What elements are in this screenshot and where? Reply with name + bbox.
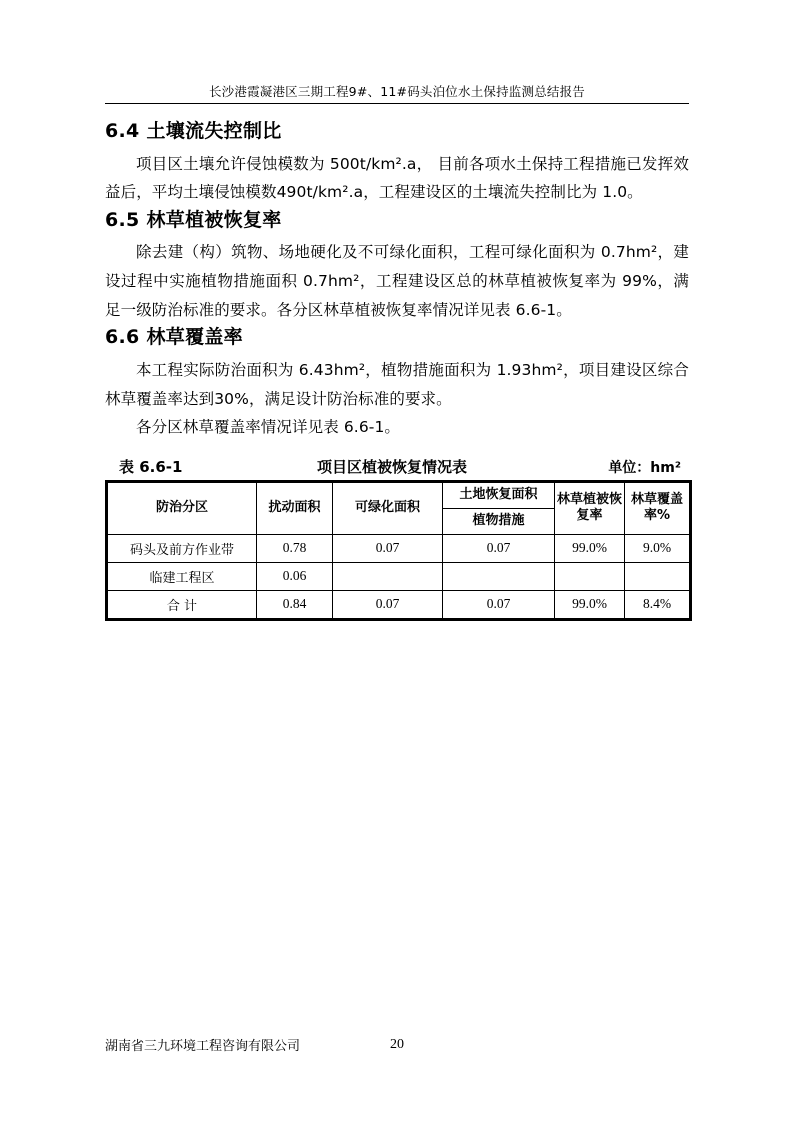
cell-coverage-rate (625, 562, 691, 590)
table-row (107, 534, 691, 562)
header-disturbed: 扰动面积 (257, 482, 333, 535)
cell-coverage-rate: 8.4% (625, 590, 691, 619)
page-footer (105, 1035, 689, 1054)
cell-disturbed: 0.78 (257, 534, 333, 562)
cell-plant-measure: 0.07 (443, 534, 555, 562)
cell-disturbed: 0.84 (257, 590, 333, 619)
footer-company: 湖南省三九环境工程咨询有限公司 (105, 1039, 301, 1054)
table-number: 表 6.6-1 (119, 458, 183, 477)
document-content (105, 118, 689, 621)
cell-coverage-rate: 9.0% (625, 534, 691, 562)
cell-greenable: 0.07 (333, 534, 443, 562)
header-zone: 防治分区 (107, 482, 257, 535)
cell-recovery-rate: 99.0% (555, 590, 625, 619)
section-heading-6-4: 6.4 土壤流失控制比 (105, 120, 282, 142)
header-greenable: 可绿化面积 (333, 482, 443, 535)
paragraph-6-5-1: 除去建（构）筑物、场地硬化及不可绿化面积，工程可绿化面积为 0.7hm²，建设过程中实施植物措施面积 0.7hm²，工程建设区总的林草植被恢复率为 99%，满足一级防治标准的要求。各分区林草植被恢复率情况详见表 6.6-1。 (105, 243, 689, 319)
table-unit: 单位：hm² (608, 460, 681, 477)
cell-plant-measure: 0.07 (443, 590, 555, 619)
section-heading-6-5: 6.5 林草植被恢复率 (105, 208, 282, 231)
header-recovery-rate: 林草植被恢复率 (555, 482, 625, 535)
cell-zone: 码头及前方作业带 (107, 534, 257, 562)
page-header: 长沙港霞凝港区三期工程9#、11#码头泊位水土保持监测总结报告 (208, 84, 585, 99)
cell-zone: 合 计 (107, 590, 257, 619)
cell-disturbed: 0.06 (257, 562, 333, 590)
header-land-recovery: 土地恢复面积 (443, 482, 555, 509)
footer-page-number: 20 (390, 1036, 404, 1052)
cell-greenable (333, 562, 443, 590)
cell-plant-measure (443, 562, 555, 590)
paragraph-6-6-2: 各分区林草覆盖率情况详见表 6.6-1。 (136, 418, 401, 437)
table-title: 项目区植被恢复情况表 (316, 458, 467, 477)
table-row (107, 590, 691, 619)
section-heading-6-6: 6.6 林草覆盖率 (105, 326, 243, 349)
table-row (107, 562, 691, 590)
header-divider (105, 103, 689, 104)
cell-recovery-rate: 99.0% (555, 534, 625, 562)
cell-greenable: 0.07 (333, 590, 443, 619)
cell-recovery-rate (555, 562, 625, 590)
vegetation-recovery-table (105, 480, 692, 621)
paragraph-6-4-1: 项目区土壤允许侵蚀模数为 500t/km².a， 目前各项水土保持工程措施已发挥效益后，平均土壤侵蚀模数490t/km².a，工程建设区的土壤流失控制比为 1.0。 (105, 154, 689, 202)
header-plant-measure: 植物措施 (443, 508, 555, 534)
table-caption (105, 456, 689, 477)
paragraph-6-6-1: 本工程实际防治面积为 6.43hm²，植物措施面积为 1.93hm²，项目建设区综合林草覆盖率达到30%，满足设计防治标准的要求。 (105, 361, 689, 408)
header-coverage-rate: 林草覆盖率% (625, 482, 691, 535)
cell-zone: 临建工程区 (107, 562, 257, 590)
table-header-row-1 (107, 482, 691, 509)
